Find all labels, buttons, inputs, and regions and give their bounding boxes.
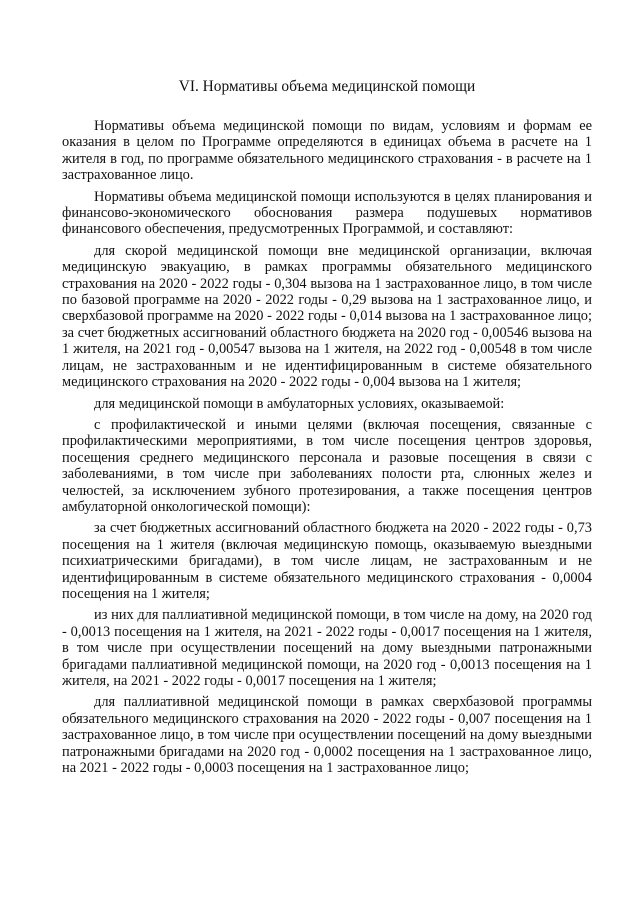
- paragraph-8: для паллиативной медицинской помощи в рамках сверхбазовой программы обязательного медицинского страхования на 2020 - 2022 годы - 0,007 посещения на 1 застрахованное лицо, в том числе при осуществлении посещений на дому выездными патронажными бригадами на 2020 год - 0,0002 посещения на 1 застрахованное лицо, на 2021 - 2022 годы - 0,0003 посещения на 1 застрахованное лицо;: [62, 694, 592, 777]
- paragraph-5: с профилактической и иными целями (включая посещения, связанные с профилактическими мероприятиями, в том числе посещения центров здоровья, посещения среднего медицинского персонала и разовые посещения в связи с заболеваниями, в том числе при заболеваниях полости рта, слюнных желез и челюстей, за исключением зубного протезирования, а также посещения центров амбулаторной онкологической помощи):: [62, 416, 592, 515]
- paragraph-7: из них для паллиативной медицинской помощи, в том числе на дому, на 2020 год - 0,0013 посещения на 1 жителя, на 2021 - 2022 годы - 0,0017 посещения на 1 жителя, в том числе при осуществлении посещений на дому выездными патронажными бригадами паллиативной медицинской помощи, на 2020 год - 0,0013 посещения на 1 жителя, на 2021 - 2022 годы - 0,0017 посещения на 1 жителя;: [62, 607, 592, 689]
- paragraph-6: за счет бюджетных ассигнований областного бюджета на 2020 - 2022 годы - 0,73 посещения на 1 жителя (включая медицинскую помощь, оказываемую выездными психиатрическими бригадами), в том числе лицам, не застрахованным и не идентифицированным в системе обязательного медицинского страхования - 0,0004 посещения на 1 жителя;: [62, 520, 592, 602]
- paragraph-2: Нормативы объема медицинской помощи используются в целях планирования и финансово-экономического обоснования размера подушевых нормативов финансового обеспечения, предусмотренных Программой, и составляют:: [62, 188, 592, 238]
- paragraph-3: для скорой медицинской помощи вне медицинской организации, включая медицинскую эвакуацию, в рамках программы обязательного медицинского страхования на 2020 - 2022 годы - 0,304 вызова на 1 застрахованное лицо, в том числе по базовой программе на 2020 - 2022 годы - 0,29 вызова на 1 застрахованное лицо, и сверхбазовой программе на 2020 - 2022 годы - 0,014 вызова на 1 застрахованное лицо; за счет бюджетных ассигнований областного бюджета на 2020 год - 0,00546 вызова на 1 жителя, на 2021 год - 0,00547 вызова на 1 жителя, на 2022 год - 0,00548 в том числе лицам, не застрахованным и не идентифицированным в системе обязательного медицинского страхования на 2020 - 2022 годы - 0,004 вызова на 1 жителя;: [62, 242, 592, 391]
- document-page: [62, 78, 592, 781]
- section-heading: VI. Нормативы объема медицинской помощи: [178, 78, 476, 95]
- paragraph-1: Нормативы объема медицинской помощи по видам, условиям и формам ее оказания в целом по Программе определяются в единицах объема в расчете на 1 жителя в год, по программе обязательного медицинского страхования - в расчете на 1 застрахованное лицо.: [62, 118, 592, 184]
- paragraph-4: для медицинской помощи в амбулаторных условиях, оказываемой:: [94, 395, 505, 412]
